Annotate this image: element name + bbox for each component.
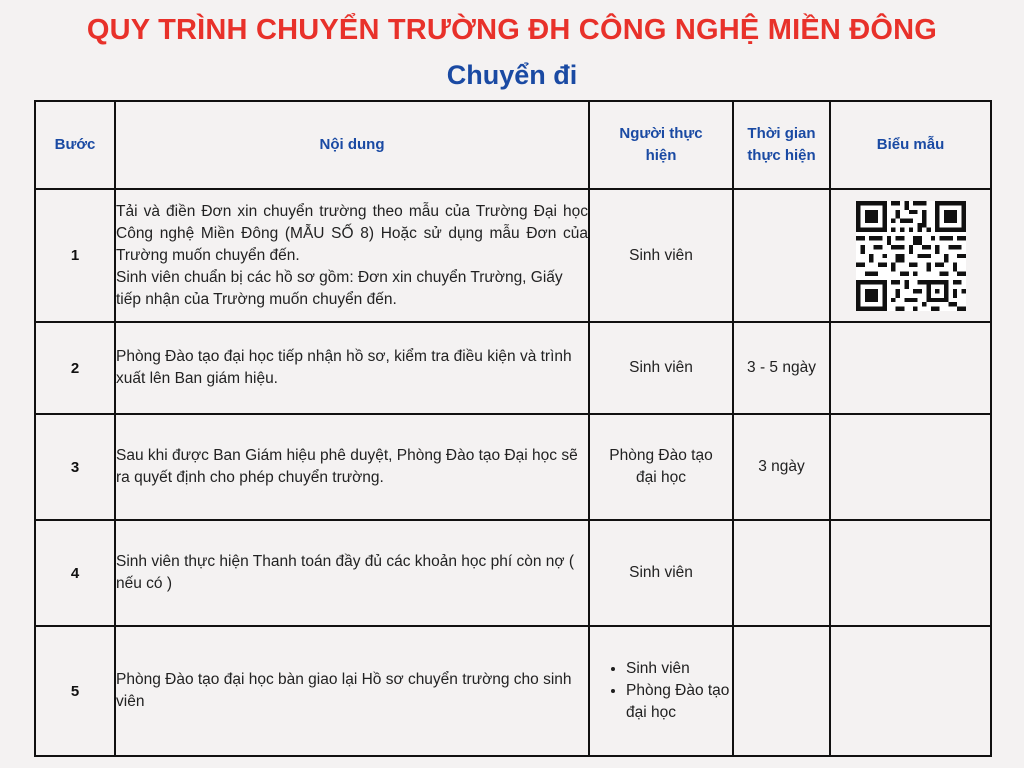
table-row	[35, 414, 991, 520]
step-performer: Sinh viên	[589, 189, 733, 322]
list-item: • Phòng Đào tạo đại học	[626, 680, 732, 724]
step-number: 2	[35, 322, 115, 414]
table-row	[35, 520, 991, 626]
step-content: Phòng Đào tạo đại học bàn giao lại Hồ sơ chuyển trường cho sinh viên	[115, 626, 589, 756]
procedure-table	[34, 100, 992, 757]
step-form	[830, 414, 991, 520]
step-performer: Sinh viên	[589, 322, 733, 414]
page-subtitle: Chuyển đi	[446, 60, 578, 90]
step-content	[115, 189, 589, 322]
table-header-row	[35, 101, 991, 189]
step-number: 3	[35, 414, 115, 520]
step-number: 1	[35, 189, 115, 322]
step-duration	[733, 626, 830, 756]
step-performer	[589, 626, 733, 756]
table-row	[35, 189, 991, 322]
table-row	[35, 626, 991, 756]
step-performer: Phòng Đào tạo đại học	[589, 414, 733, 520]
step-form	[830, 189, 991, 322]
step-number: 5	[35, 626, 115, 756]
header-content: Nội dung	[115, 101, 589, 189]
header-step: Bước	[35, 101, 115, 189]
step-content: Sinh viên thực hiện Thanh toán đầy đủ các khoản học phí còn nợ ( nếu có )	[115, 520, 589, 626]
performer-list	[590, 658, 732, 724]
step-duration: 3 ngày	[733, 414, 830, 520]
list-item: • Sinh viên	[626, 658, 732, 680]
step-performer: Sinh viên	[589, 520, 733, 626]
header-form: Biểu mẫu	[830, 101, 991, 189]
table-row	[35, 322, 991, 414]
step-content-paragraph: Tải và điền Đơn xin chuyển trường theo mẫu của Trường Đại học Công nghệ Miền Đông (MẪU SỐ 8) Hoặc sử dụng mẫu Đơn của Trường muốn chuyển đến.	[116, 202, 588, 264]
header-performer: Người thực hiện	[589, 101, 733, 189]
step-form	[830, 520, 991, 626]
step-duration	[733, 189, 830, 322]
header-duration: Thời gian thực hiện	[733, 101, 830, 189]
page-title: QUY TRÌNH CHUYỂN TRƯỜNG ĐH CÔNG NGHỆ MIỀN ĐÔNG	[86, 14, 938, 46]
step-duration	[733, 520, 830, 626]
step-duration: 3 - 5 ngày	[733, 322, 830, 414]
step-form	[830, 626, 991, 756]
step-content-paragraph: Sinh viên chuẩn bị các hồ sơ gồm: Đơn xin chuyển Trường, Giấy tiếp nhận của Trường muốn chuyển đến.	[116, 268, 563, 308]
qr-code-icon[interactable]	[856, 201, 966, 311]
step-number: 4	[35, 520, 115, 626]
step-form	[830, 322, 991, 414]
step-content: Phòng Đào tạo đại học tiếp nhận hồ sơ, kiểm tra điều kiện và trình xuất lên Ban giám hiệu.	[115, 322, 589, 414]
step-content: Sau khi được Ban Giám hiệu phê duyệt, Phòng Đào tạo Đại học sẽ ra quyết định cho phép chuyển trường.	[115, 414, 589, 520]
